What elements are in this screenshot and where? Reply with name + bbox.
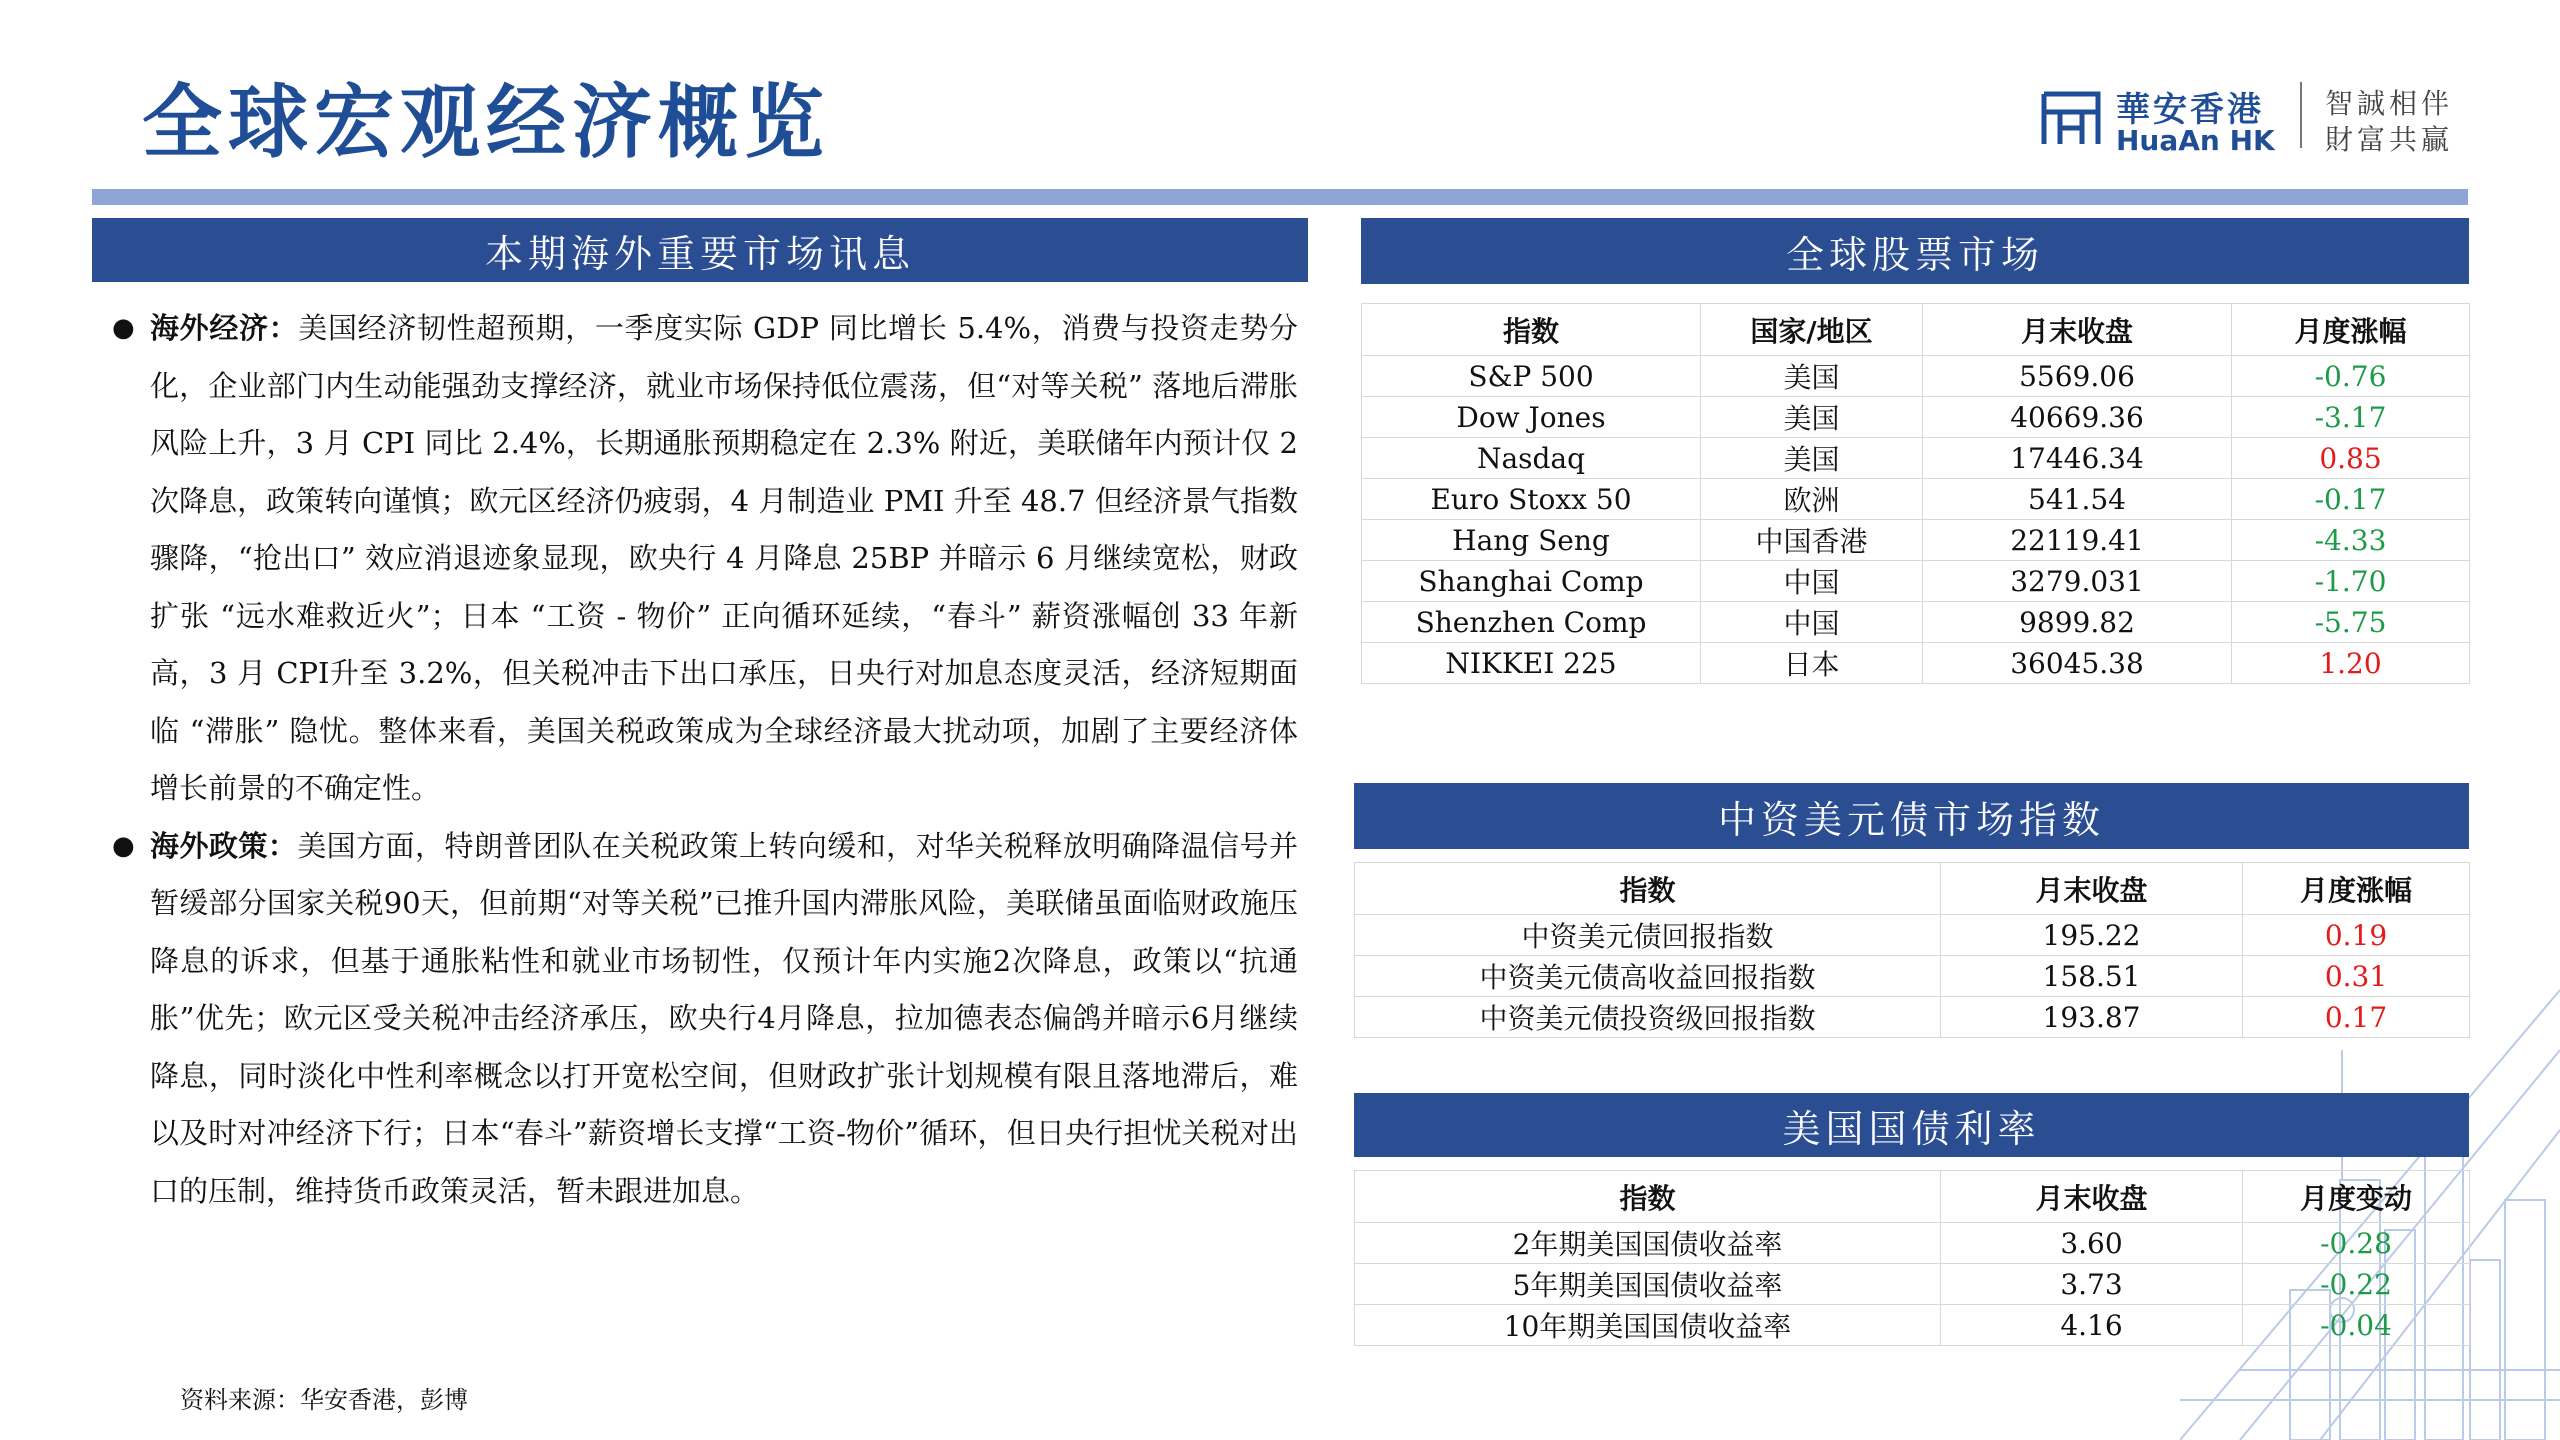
table-row <box>1362 438 2470 479</box>
cell-name: Nasdaq <box>1362 438 1701 479</box>
cell-close: 541.54 <box>1923 479 2232 520</box>
cell-change: 0.19 <box>2243 915 2470 956</box>
paragraph-text: 美国方面，特朗普团队在关税政策上转向缓和，对华关税释放明确降温信号并暂缓部分国家关税90天，但前期“对等关税”已推升国内滞胀风险，美联储虽面临财政施压降息的诉求，但基于通胀粘性和就业市场韧性，仅预计年内实施2次降息，政策以“抗通胀”优先；欧元区受关税冲击经济承压，欧央行4月降息，拉加德表态偏鸽并暗示6月继续降息，同时淡化中性利率概念以打开宽松空间，但财政扩张计划规模有限且落地滞后，难以及时对冲经济下行；日本“春斗”薪资增长支撑“工资-物价”循环，但日央行担忧关税对出口的压制，维持货币政策灵活，暂未跟进加息。 <box>150 828 1298 1208</box>
table-header-row <box>1355 1171 2470 1223</box>
column-header: 月末收盘 <box>1923 304 2232 356</box>
cell-region: 中国香港 <box>1701 520 1923 561</box>
cell-change: -0.76 <box>2232 356 2470 397</box>
logo-tagline-2: 財富共贏 <box>2325 123 2454 156</box>
cell-close: 22119.41 <box>1923 520 2232 561</box>
logo-name-cn: 華安香港 <box>2116 90 2264 130</box>
cell-close: 5569.06 <box>1923 356 2232 397</box>
overseas-policy-paragraph <box>108 818 1298 1221</box>
company-logo <box>2040 78 2460 168</box>
market-news-header: 本期海外重要市场讯息 <box>92 218 1308 282</box>
cell-close: 158.51 <box>1941 956 2243 997</box>
title-divider <box>92 189 2468 205</box>
table-row <box>1355 915 2470 956</box>
cell-region: 美国 <box>1701 397 1923 438</box>
logo-divider <box>2300 82 2302 148</box>
column-header: 指数 <box>1362 304 1701 356</box>
bullet-icon: ● <box>112 830 135 861</box>
huaan-logo-icon <box>2040 86 2102 148</box>
cell-name: Shenzhen Comp <box>1362 602 1701 643</box>
cell-name: Hang Seng <box>1362 520 1701 561</box>
usd-bond-header: 中资美元债市场指数 <box>1354 783 2469 849</box>
column-header: 国家/地区 <box>1701 304 1923 356</box>
cell-name: 5年期美国国债收益率 <box>1355 1264 1941 1305</box>
cell-change: -5.75 <box>2232 602 2470 643</box>
cell-region: 中国 <box>1701 602 1923 643</box>
bullet-icon: ● <box>112 313 135 343</box>
cell-name: 中资美元债回报指数 <box>1355 915 1941 956</box>
cell-close: 3.73 <box>1941 1264 2243 1305</box>
table-row <box>1355 1223 2470 1264</box>
paragraph-label: 海外政策： <box>150 828 298 863</box>
market-news-body <box>108 300 1298 1220</box>
cell-region: 日本 <box>1701 643 1923 684</box>
cell-close: 193.87 <box>1941 997 2243 1038</box>
cell-region: 中国 <box>1701 561 1923 602</box>
column-header: 月度涨幅 <box>2232 304 2470 356</box>
table-row <box>1355 1305 2470 1346</box>
cell-change: -4.33 <box>2232 520 2470 561</box>
equity-header: 全球股票市场 <box>1361 218 2469 284</box>
cell-name: Dow Jones <box>1362 397 1701 438</box>
cell-close: 36045.38 <box>1923 643 2232 684</box>
cell-change: 0.85 <box>2232 438 2470 479</box>
usd-bond-table <box>1354 862 2470 1038</box>
paragraph-text: 美国经济韧性超预期，一季度实际 GDP 同比增长 5.4%，消费与投资走势分化，企业部门内生动能强劲支撑经济，就业市场保持低位震荡，但“对等关税” 落地后滞胀风险上升，3 月 CPI 同比 2.4%，长期通胀预期稳定在 2.3% 附近，美联储年内预计仅 2 次降息，政策转向谨慎；欧元区经济仍疲弱，4 月制造业 PMI 升至 48.7 但经济景气指数骤降，“抢出口” 效应消退迹象显现，欧央行 4 月降息 25BP 并暗示 6 月继续宽松，财政扩张 “远水难救近火”；日本 “工资 - 物价” 正向循环延续，“春斗” 薪资涨幅创 33 年新高，3 月 CPI升至 3.2%，但关税冲击下出口承压，日央行对加息态度灵活，经济短期面临 “滞胀” 隐忧。整体来看，美国关税政策成为全球经济最大扰动项，加剧了主要经济体增长前景的不确定性。 <box>150 311 1298 805</box>
cell-close: 9899.82 <box>1923 602 2232 643</box>
cell-change: -0.04 <box>2243 1305 2470 1346</box>
paragraph-label: 海外经济： <box>150 311 299 345</box>
cell-name: Euro Stoxx 50 <box>1362 479 1701 520</box>
cell-change: -0.22 <box>2243 1264 2470 1305</box>
table-row <box>1362 356 2470 397</box>
cell-change: -1.70 <box>2232 561 2470 602</box>
cell-close: 17446.34 <box>1923 438 2232 479</box>
column-header: 月度变动 <box>2243 1171 2470 1223</box>
cell-close: 40669.36 <box>1923 397 2232 438</box>
page-title: 全球宏观经济概览 <box>142 76 830 169</box>
table-row <box>1362 643 2470 684</box>
column-header: 月末收盘 <box>1941 863 2243 915</box>
cell-close: 3279.031 <box>1923 561 2232 602</box>
cell-name: 10年期美国国债收益率 <box>1355 1305 1941 1346</box>
cell-close: 4.16 <box>1941 1305 2243 1346</box>
cell-region: 美国 <box>1701 356 1923 397</box>
table-row <box>1355 997 2470 1038</box>
cell-name: 2年期美国国债收益率 <box>1355 1223 1941 1264</box>
cell-region: 欧洲 <box>1701 479 1923 520</box>
column-header: 月度涨幅 <box>2243 863 2470 915</box>
column-header: 指数 <box>1355 863 1941 915</box>
table-row <box>1362 397 2470 438</box>
logo-name-en: HuaAn HK <box>2116 124 2275 157</box>
cell-name: S&P 500 <box>1362 356 1701 397</box>
table-header-row <box>1355 863 2470 915</box>
table-row <box>1362 479 2470 520</box>
cell-name: 中资美元债投资级回报指数 <box>1355 997 1941 1038</box>
cell-name: Shanghai Comp <box>1362 561 1701 602</box>
source-note: 资料来源：华安香港，彭博 <box>180 1386 468 1414</box>
cell-change: -0.17 <box>2232 479 2470 520</box>
column-header: 月末收盘 <box>1941 1171 2243 1223</box>
cell-close: 195.22 <box>1941 915 2243 956</box>
table-row <box>1355 956 2470 997</box>
cell-name: 中资美元债高收益回报指数 <box>1355 956 1941 997</box>
table-row <box>1362 602 2470 643</box>
cell-name: NIKKEI 225 <box>1362 643 1701 684</box>
table-row <box>1355 1264 2470 1305</box>
cell-region: 美国 <box>1701 438 1923 479</box>
cell-close: 3.60 <box>1941 1223 2243 1264</box>
cell-change: 0.17 <box>2243 997 2470 1038</box>
cell-change: -3.17 <box>2232 397 2470 438</box>
equity-table <box>1361 303 2470 684</box>
overseas-economy-paragraph <box>108 300 1298 818</box>
logo-tagline-1: 智誠相伴 <box>2325 87 2454 120</box>
cell-change: 0.31 <box>2243 956 2470 997</box>
cell-change: -0.28 <box>2243 1223 2470 1264</box>
cell-change: 1.20 <box>2232 643 2470 684</box>
table-header-row <box>1362 304 2470 356</box>
table-row <box>1362 561 2470 602</box>
treasury-header: 美国国债利率 <box>1354 1093 2469 1157</box>
treasury-table <box>1354 1170 2470 1346</box>
column-header: 指数 <box>1355 1171 1941 1223</box>
table-row <box>1362 520 2470 561</box>
